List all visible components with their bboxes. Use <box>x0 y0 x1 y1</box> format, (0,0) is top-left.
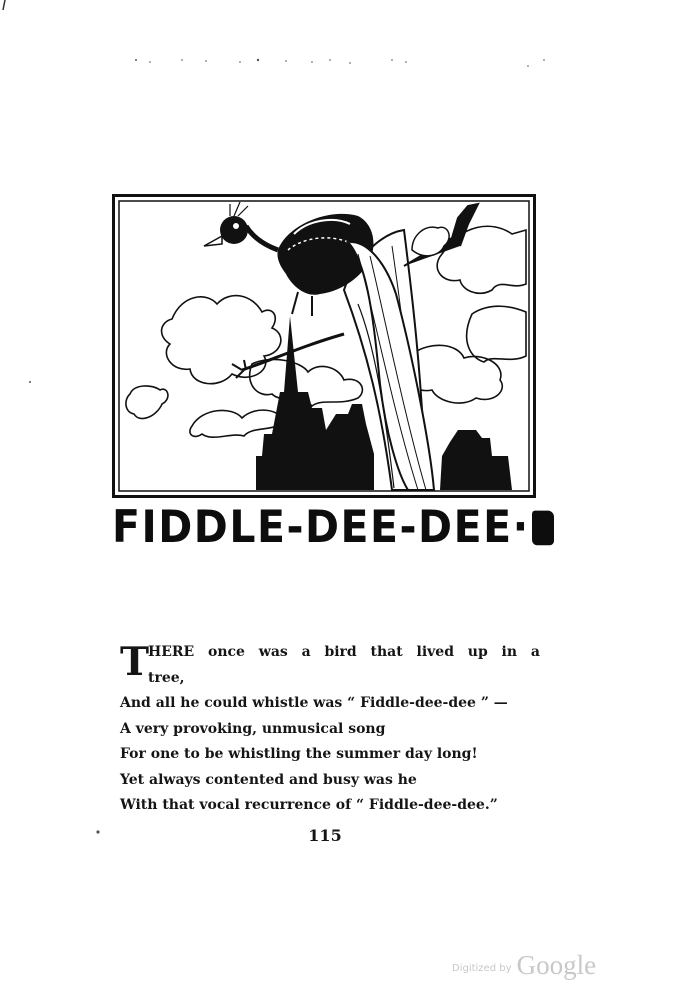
bird-on-tree-illustration <box>112 194 536 498</box>
poem-word: was <box>258 644 288 660</box>
poem-line: And all he could whistle was “ Fiddle-dee-dee ” — <box>120 695 508 711</box>
poem-word: up <box>467 644 488 660</box>
poem-line: Yet always contented and busy was he <box>120 771 417 788</box>
page-title <box>112 502 552 552</box>
ink-blot-ornament-icon <box>532 511 554 546</box>
poem-line: tree, <box>148 669 185 686</box>
watermark-small-text: Digitized by <box>452 963 512 974</box>
poem-line: A very provoking, unmusical song <box>120 720 386 737</box>
poem-word: a <box>301 644 311 660</box>
poem-stanza <box>120 640 540 819</box>
title-text: FIDDLE-DEE-DEE· <box>112 500 530 553</box>
first-line-words <box>148 640 540 666</box>
drop-cap: T <box>120 639 150 685</box>
page-number: 115 <box>308 826 342 845</box>
poem-line: For one to be whistling the summer day long! <box>120 746 478 762</box>
poem-word: bird <box>324 644 357 660</box>
poem-word: that <box>370 644 403 660</box>
poem-word: HERE <box>148 644 195 660</box>
watermark-logo-text: Google <box>516 950 597 980</box>
poem-word: once <box>208 644 245 660</box>
poem-word: in <box>501 644 518 660</box>
poem-word: a <box>530 644 540 660</box>
digitized-watermark <box>452 950 602 984</box>
poem-line: With that vocal recurrence of “ Fiddle-dee-dee.” <box>120 797 498 813</box>
poem-word: lived <box>416 644 454 660</box>
